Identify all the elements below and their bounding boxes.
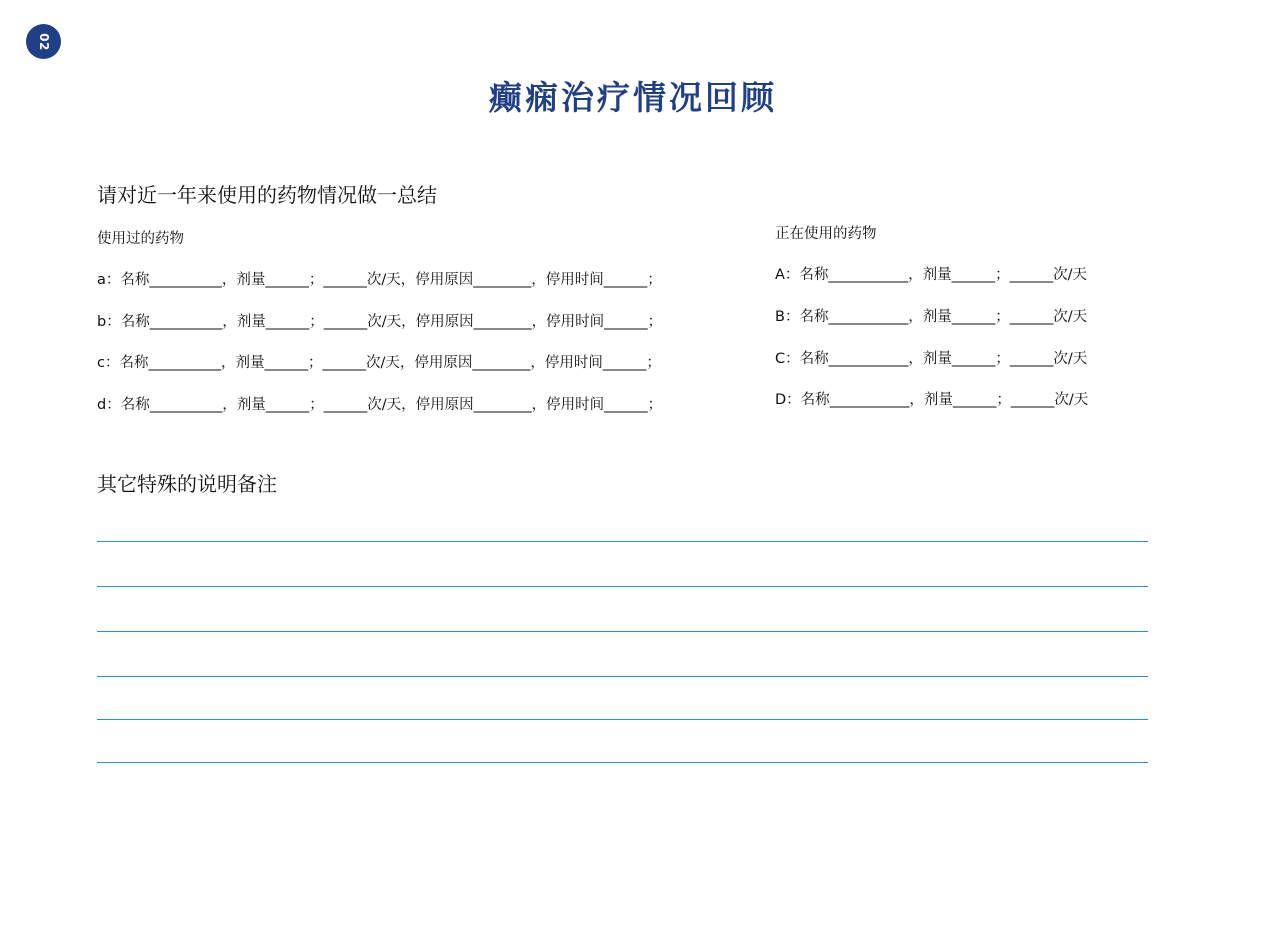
page-number-badge [26,24,61,59]
medication-summary-heading: 请对近一年来使用的药物情况做一总结 [97,183,437,207]
past-medication-row-d: d：名称__________，剂量______；______次/天，停用原因________，停用时间______； [97,397,663,413]
current-medication-row-b: B：名称___________，剂量______；______次/天 [775,309,1088,325]
past-medication-row-b: b：名称__________，剂量______；______次/天，停用原因________，停用时间______； [97,314,663,330]
note-writing-line-3 [97,631,1148,632]
current-medication-row-d: D：名称___________，剂量______；______次/天 [775,392,1089,408]
note-writing-line-5 [97,719,1148,720]
past-medication-row-c: c：名称__________，剂量______；______次/天，停用原因________，停用时间______； [97,355,661,371]
note-writing-line-1 [97,541,1148,542]
note-writing-line-4 [97,676,1148,677]
note-writing-line-6 [97,762,1148,763]
current-medication-row-c: C：名称___________，剂量______；______次/天 [775,351,1088,367]
current-medication-row-a: A：名称___________，剂量______；______次/天 [775,267,1088,283]
past-medication-row-a: a：名称__________，剂量______；______次/天，停用原因________，停用时间______； [97,272,662,288]
page-number: 02 [36,32,51,51]
current-medications-label: 正在使用的药物 [775,226,877,242]
past-medications-label: 使用过的药物 [97,231,184,247]
note-writing-line-2 [97,586,1148,587]
page-title: 癫痫治疗情况回顾 [489,78,777,117]
notes-heading: 其它特殊的说明备注 [97,472,277,496]
